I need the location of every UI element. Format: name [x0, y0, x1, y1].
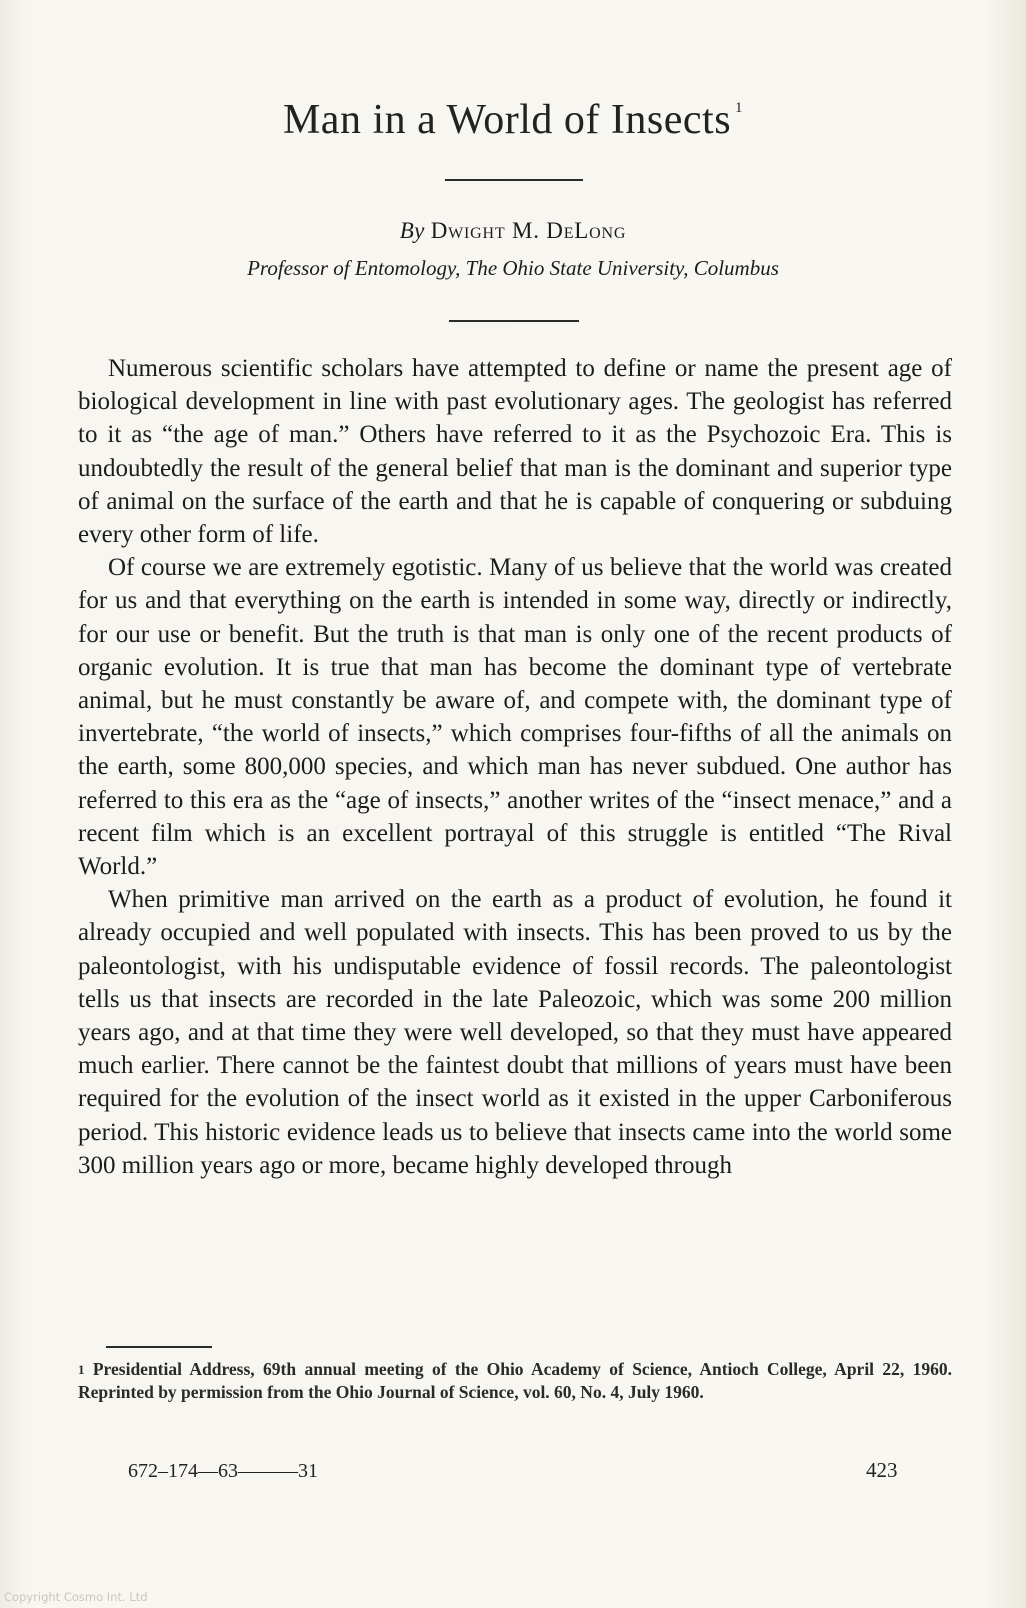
page-number: 423	[866, 1458, 898, 1482]
title-divider	[445, 179, 583, 181]
byline	[0, 218, 1026, 244]
title-text: Man in a World of Insects	[282, 97, 732, 143]
title-footnote-marker: 1	[735, 100, 744, 116]
paragraph: Numerous scientific scholars have attempted to define or name the present age of biological development in line with past evolutionary ages. The geologist has referred to it as “the age of man.” Others have referred to it as the Psychozoic Era. This is undoubtedly the result of the general belief that man is the dominant and superior type of animal on the surface of the earth and that he is capable of conquering or subduing every other form of life.	[78, 355, 952, 549]
footnote-text: Presidential Address, 69th annual meeting of the Ohio Academy of Science, Antioch College, April 22, 1960. Reprinted by permission from the Ohio Journal of Science, vol. 60, No. 4, July 1960.	[78, 1359, 952, 1402]
print-code: 672–174—63———31	[128, 1460, 318, 1482]
paragraph: When primitive man arrived on the earth as a product of evolution, he found it already occupied and well populated with insects. This has been proved to us by the paleontologist, with his undisputable evidence of fossil records. The paleontologist tells us that insects are recorded in the late Paleozoic, which was some 200 million years ago, and at that time they were well developed, so that they must have appeared much earlier. There cannot be the faintest doubt that millions of years must have been required for the evolution of the insect world as it existed in the upper Carboniferous period. This historic evidence leads us to believe that insects came into the world some 300 million years ago or more, became highly developed through	[78, 886, 952, 1179]
article-body	[78, 352, 952, 1182]
byline-prefix: By	[399, 218, 425, 243]
paragraph: Of course we are extremely egotistic. Many of us believe that the world was created for us and that everything on the earth is intended in some way, directly or indirectly, for our use or benefit. But the truth is that man is only one of the recent products of organic evolution. It is true that man has become the dominant type of vertebrate animal, but he must constantly be aware of, and compete with, the dominant type of invertebrate, “the world of insects,” which comprises four-fifths of all the animals on the earth, some 800,000 species, and which man has never subdued. One author has referred to this era as the “age of insects,” another writes of the “insect menace,” and a recent film which is an excellent portrayal of this struggle is entitled “The Rival World.”	[78, 554, 952, 881]
header-divider	[449, 320, 579, 322]
footnote-divider	[106, 1346, 212, 1348]
author-name: Dwight M. DeLong	[430, 218, 627, 243]
copyright-watermark: Copyright Cosmo Int. Ltd	[4, 1590, 148, 1604]
footnote-number: 1	[78, 1362, 85, 1377]
footnote	[78, 1358, 952, 1404]
article-title	[0, 96, 1026, 144]
author-affiliation: Professor of Entomology, The Ohio State University, Columbus	[247, 256, 779, 280]
